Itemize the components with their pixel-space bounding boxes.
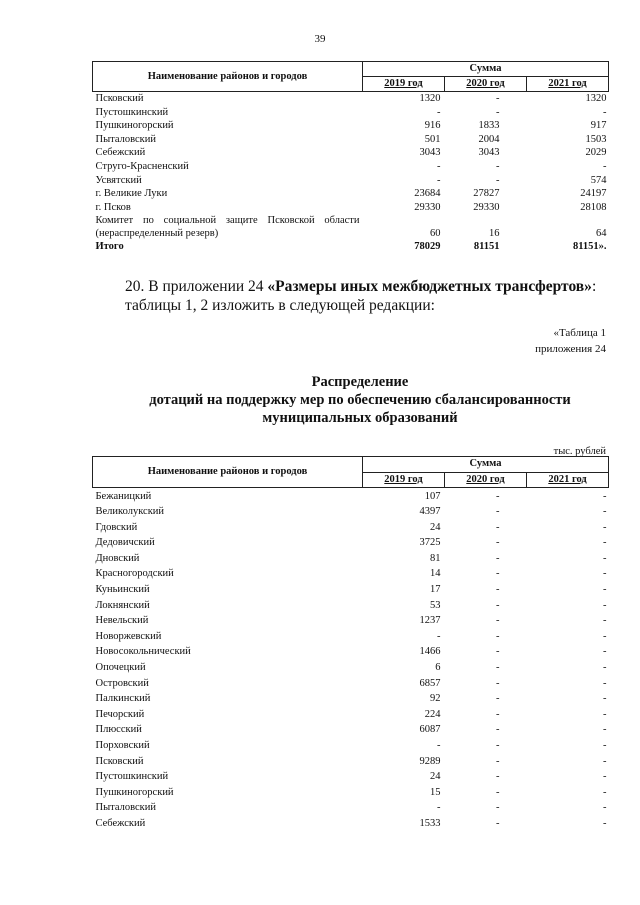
row-value-2021: - [603,786,607,798]
row-value-2021: - [603,693,607,705]
row-value-2020: - [496,662,500,674]
row-value-2020: - [496,740,500,751]
row-name: Струго-Красненский [95,160,189,172]
row-value-2019: 9289 [419,755,441,767]
row-value-2021: - [603,740,607,751]
paragraph-suffix: : таблицы 1, 2 изложить в следующей редакции: [125,278,597,314]
row-value-2020: - [496,490,500,502]
row-value-2019: 501 [424,133,441,145]
row-value-2019: 17 [430,584,441,596]
total-value-2020: 81151 [473,241,500,253]
table-caption-line1: «Таблица 1 [553,327,606,339]
row-value-2020: - [496,646,500,658]
table-row [93,565,609,581]
row-value-2019: 3725 [419,537,441,549]
row-value-2021: 24197 [580,188,607,200]
table-row [93,737,609,753]
row-value-2020: - [496,817,500,829]
row-value-2020: - [496,708,500,720]
row-value-2019: 1237 [419,615,441,627]
table-row [93,643,609,659]
header-year-2021: 2021 год [527,472,609,488]
row-value-2020: - [496,174,500,186]
row-value-2019: - [437,802,441,814]
row-value-2019: 6087 [419,724,441,736]
table-row [93,721,609,737]
row-value-2020: 29330 [473,201,500,213]
table-row [93,753,609,769]
table-row [93,174,609,188]
header-name-column: Наименование районов и городов [93,457,363,488]
row-value-2021: - [603,521,607,533]
table-row [93,628,609,644]
header-sum: Сумма [363,62,609,77]
row-name: Себежский [95,817,146,829]
row-value-2021: 28108 [580,201,607,213]
row-value-2019: - [437,174,441,186]
row-value-2021: - [603,160,607,172]
table-row [93,106,609,120]
table-caption-line2: приложения 24 [535,343,606,355]
row-value-2019: 107 [424,490,441,502]
row-value-2020: - [496,506,500,518]
row-value-2021: - [603,724,607,736]
row-value-2020: - [496,786,500,798]
row-value-2019: 224 [424,708,441,720]
table-row [93,214,609,240]
row-name: Великолукский [95,506,165,518]
row-value-2021: - [603,552,607,564]
row-value-2021: 1503 [585,133,607,145]
header-year-2020: 2020 год [445,472,527,488]
row-name: Гдовский [95,521,138,533]
row-value-2021: 917 [590,120,607,132]
total-label: Итого [95,241,124,253]
row-name: Пушкиногорский [95,786,174,798]
amendment-paragraph [125,277,605,315]
table-row [93,534,609,550]
row-name: Красногородский [95,568,174,580]
page-number: 39 [314,33,326,45]
row-value-2021: - [603,771,607,783]
table-row [93,187,609,201]
header-year-2019: 2019 год [363,472,445,488]
row-name: Пушкиногорский [95,120,174,132]
row-value-2019: - [437,630,441,642]
table-row [93,160,609,174]
row-value-2020: - [496,755,500,767]
header-name-column: Наименование районов и городов [93,62,363,92]
row-value-2019: 29330 [414,201,441,213]
row-value-2019: 81 [430,552,441,564]
row-value-2021: - [603,630,607,642]
row-value-2021: 2029 [585,147,607,159]
row-value-2019: 916 [424,120,441,132]
continued-table [92,61,609,254]
row-value-2021: - [603,584,607,596]
row-value-2020: - [496,615,500,627]
row-value-2021: - [603,615,607,627]
row-value-2020: 16 [489,227,500,239]
row-value-2019: 6 [435,662,441,674]
row-value-2020: 27827 [473,188,500,200]
row-value-2020: - [496,160,500,172]
table-row [93,675,609,691]
row-value-2020: - [496,584,500,596]
table-row [93,119,609,133]
row-name: Комитет по социальной защите Псковской области (нераспределенный резерв) [95,215,360,240]
table-row [93,146,609,160]
row-value-2019: 24 [430,771,441,783]
row-value-2021: 64 [596,227,607,239]
row-value-2020: - [496,693,500,705]
table-row [93,550,609,566]
row-value-2019: 1320 [419,93,441,104]
table-row [93,706,609,722]
row-name: Палкинский [95,693,151,705]
row-value-2019: 1466 [419,646,441,658]
row-name: Островский [95,677,149,689]
row-name: г. Псков [95,201,131,213]
header-sum: Сумма [363,457,609,473]
table-row [93,488,609,504]
row-value-2019: 15 [430,786,441,798]
title-line2: дотаций на поддержку мер по обеспечению сбалансированности [149,392,571,408]
row-value-2020: - [496,521,500,533]
row-value-2020: - [496,771,500,783]
row-value-2019: 60 [430,227,441,239]
row-name: Новосокольнический [95,646,191,658]
row-value-2021: - [603,506,607,518]
row-value-2019: 14 [430,568,441,580]
row-name: Пустошкинский [95,771,169,783]
row-name: Куньинский [95,584,150,596]
table-row [93,659,609,675]
row-value-2021: - [603,568,607,580]
row-value-2021: - [603,106,607,118]
row-value-2019: - [437,740,441,751]
row-name: Себежский [95,147,146,159]
row-value-2021: - [603,599,607,611]
header-year-2019: 2019 год [363,77,445,92]
row-name: Усвятский [95,174,142,186]
row-name: Невельский [95,615,149,627]
table-row [93,784,609,800]
row-name: Пыталовский [95,133,156,145]
row-name: Новоржевский [95,630,162,642]
row-name: Порховский [95,740,150,751]
row-value-2021: - [603,755,607,767]
row-value-2020: 1833 [478,120,500,132]
table-row [93,597,609,613]
table-row [93,92,609,106]
paragraph-prefix: 20. В приложении 24 [125,278,268,295]
row-value-2019: 3043 [419,147,441,159]
title-line1: Распределение [311,374,409,390]
paragraph-bold: «Размеры иных межбюджетных трансфертов» [267,278,592,295]
table-row [93,612,609,628]
row-value-2019: 1533 [419,817,441,829]
table-row [93,799,609,815]
table-row [93,690,609,706]
title-line3: муниципальных образований [262,410,458,426]
row-name: Пыталовский [95,802,156,814]
row-value-2021: - [603,646,607,658]
row-name: Бежаницкий [95,490,152,502]
row-value-2020: - [496,724,500,736]
row-value-2021: 574 [590,174,607,186]
row-name: Опочецкий [95,662,146,674]
row-name: Пустошкинский [95,106,169,118]
row-value-2021: - [603,677,607,689]
row-name: Локнянский [95,599,150,611]
row-name: Плюсский [95,724,142,736]
row-value-2019: 24 [430,521,441,533]
total-value-2019: 78029 [414,241,441,253]
row-name: Дедовичский [95,537,155,549]
row-value-2021: - [603,490,607,502]
row-value-2020: - [496,106,500,118]
row-value-2021: - [603,537,607,549]
total-row [93,240,609,254]
row-value-2020: - [496,552,500,564]
row-value-2019: - [437,160,441,172]
row-name: Дновский [95,552,140,564]
row-value-2019: 4397 [419,506,441,518]
row-value-2020: - [496,599,500,611]
row-value-2021: - [603,802,607,814]
table-row [93,815,609,831]
row-value-2020: - [496,630,500,642]
row-value-2020: 3043 [478,147,500,159]
row-value-2019: 53 [430,599,441,611]
row-value-2020: 2004 [478,133,500,145]
table-row [93,581,609,597]
table-row [93,503,609,519]
row-name: г. Великие Луки [95,188,168,200]
table-row [93,519,609,535]
row-value-2021: 1320 [585,93,607,104]
row-value-2021: - [603,708,607,720]
total-value-2021: 81151». [572,241,607,253]
row-value-2020: - [496,802,500,814]
row-value-2021: - [603,817,607,829]
row-value-2019: 92 [430,693,441,705]
row-value-2019: 23684 [414,188,441,200]
row-name: Печорский [95,708,145,720]
row-value-2020: - [496,677,500,689]
row-value-2020: - [496,93,500,104]
row-value-2021: - [603,662,607,674]
row-value-2019: - [437,106,441,118]
table-row [93,133,609,147]
row-name: Псковский [95,755,144,767]
distribution-table [92,456,609,831]
header-year-2021: 2021 год [527,77,609,92]
header-year-2020: 2020 год [445,77,527,92]
row-value-2019: 6857 [419,677,441,689]
row-value-2020: - [496,568,500,580]
row-name: Псковский [95,93,144,104]
table-row [93,201,609,215]
row-value-2020: - [496,537,500,549]
units-label: тыс. рублей [553,446,606,457]
table-row [93,768,609,784]
